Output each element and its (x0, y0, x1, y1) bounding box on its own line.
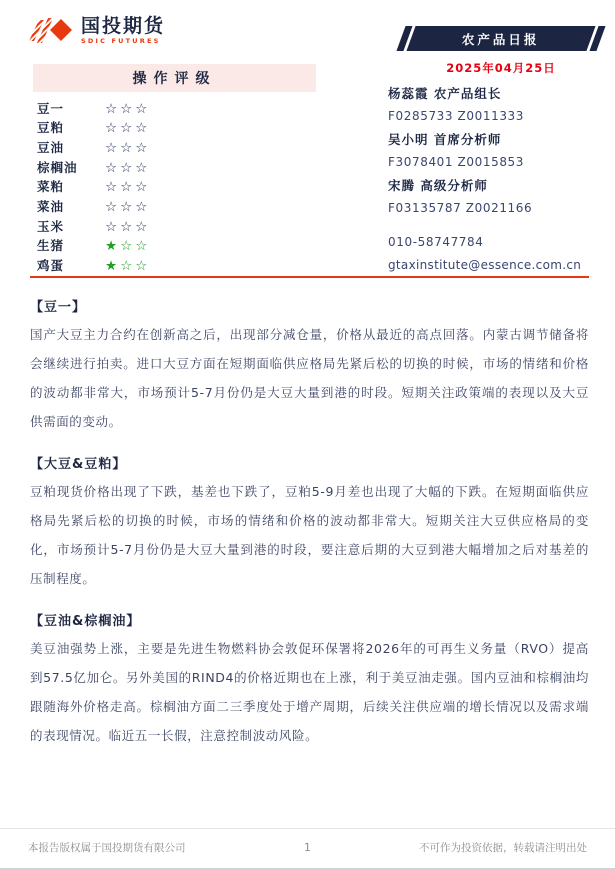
section-heading: 【豆油&棕榈油】 (30, 614, 141, 629)
logo-mark-icon (28, 16, 74, 46)
rating-stars: ☆☆☆ (105, 120, 151, 137)
rating-stars: ☆☆☆ (105, 199, 151, 216)
report-type-banner (401, 26, 601, 51)
rating-row (33, 138, 316, 158)
section-paragraph: 美豆油强势上涨，主要是先进生物燃料协会敦促环保署将2026年的可再生义务量（RVO）提高到57.5亿加仑。另外美国的RIND4的价格近期也在上涨，利于美豆油走强。国内豆油和棕榈油均跟随海外价格走高。棕榈油方面二三季度处于增产周期，后续关注供应端的增长情况以及需求端的表现情况。临近五一长假，注意控制波动风险。 (30, 641, 589, 743)
report-section (30, 453, 589, 593)
company-logo (28, 16, 165, 46)
commodity-name: 生猪 (37, 238, 65, 254)
page-number: 1 (304, 841, 311, 854)
rating-row (33, 158, 316, 178)
rating-row (33, 119, 316, 139)
analyst-contacts (388, 84, 603, 272)
commodity-name: 豆油 (37, 139, 65, 155)
analyst-codes: F3078401 Z0015853 (388, 155, 525, 169)
rating-stars: ☆☆☆ (105, 218, 151, 235)
section-paragraph: 国产大豆主力合约在创新高之后，出现部分减仓量，价格从最近的高点回落。内蒙古调节储备将会继续进行拍卖。进口大豆方面在短期面临供应格局先紧后松的切换的时候，市场的情绪和价格的波动都非常大，市场预计5-7月份仍是大豆大量到港的时段。短期关注政策端的表现以及大豆供需面的变动。 (30, 327, 589, 429)
rating-stars: ☆☆☆ (105, 100, 151, 117)
rating-row (33, 99, 316, 119)
rating-row (33, 197, 316, 217)
report-date: 2025年04月25日 (446, 61, 556, 75)
logo-text (81, 17, 165, 45)
analyst-codes: F0285733 Z0011333 (388, 109, 525, 123)
analyst-name: 吴小明 首席分析师 (388, 132, 502, 147)
commodity-name: 豆一 (37, 100, 65, 116)
report-section (30, 296, 589, 436)
copyright-text: 本报告版权属于国投期货有限公司 (28, 842, 186, 854)
report-title: 农产品日报 (462, 31, 540, 47)
analyst-name: 宋腾 高级分析师 (388, 178, 488, 193)
analyst-codes: F03135787 Z0021166 (388, 201, 533, 215)
commodity-name: 玉米 (37, 218, 65, 234)
rating-row (33, 237, 316, 257)
rating-stars: ★☆☆ (105, 258, 151, 275)
commodity-name: 棕榈油 (37, 159, 78, 175)
ratings-rows (33, 99, 316, 276)
commodity-name: 鸡蛋 (37, 258, 65, 274)
commodity-name: 豆粕 (37, 120, 65, 136)
commodity-name: 菜粕 (37, 179, 65, 195)
rating-stars: ☆☆☆ (105, 139, 151, 156)
report-header-block (401, 26, 601, 76)
red-divider-line (30, 276, 589, 278)
rating-row (33, 178, 316, 198)
ratings-table-title: 操作评级 (33, 64, 316, 92)
section-heading: 【大豆&豆粕】 (30, 457, 127, 472)
rating-stars: ☆☆☆ (105, 179, 151, 196)
ratings-table (33, 64, 316, 276)
report-section (30, 610, 589, 750)
report-body (30, 296, 589, 767)
rating-stars: ☆☆☆ (105, 159, 151, 176)
brand-name-en: SDIC FUTURES (81, 37, 161, 46)
banner-body (406, 26, 595, 51)
commodity-name: 菜油 (37, 199, 65, 215)
analyst-name: 杨蕊霞 农产品组长 (388, 86, 502, 101)
disclaimer-text: 不可作为投资依据，转载请注明出处 (419, 842, 587, 854)
page-footer (0, 828, 615, 870)
contact-phone: 010-58747784 (388, 235, 484, 249)
rating-stars: ★☆☆ (105, 238, 151, 255)
section-paragraph: 豆粕现货价格出现了下跌，基差也下跌了，豆粕5-9月差也出现了大幅的下跌。在短期面临供应格局先紧后松的切换的时候，市场的情绪和价格的波动都非常大。短期关注大豆供应格局的变化，市场预计5-7月份仍是大豆大量到港的时段，要注意后期的大豆到港大幅增加之后对基差的压制程度。 (30, 484, 589, 586)
rating-row (33, 257, 316, 277)
contact-email[interactable]: gtaxinstitute@essence.com.cn (388, 258, 582, 272)
section-heading: 【豆一】 (30, 300, 87, 315)
rating-row (33, 217, 316, 237)
brand-name: 国投期货 (81, 15, 166, 38)
